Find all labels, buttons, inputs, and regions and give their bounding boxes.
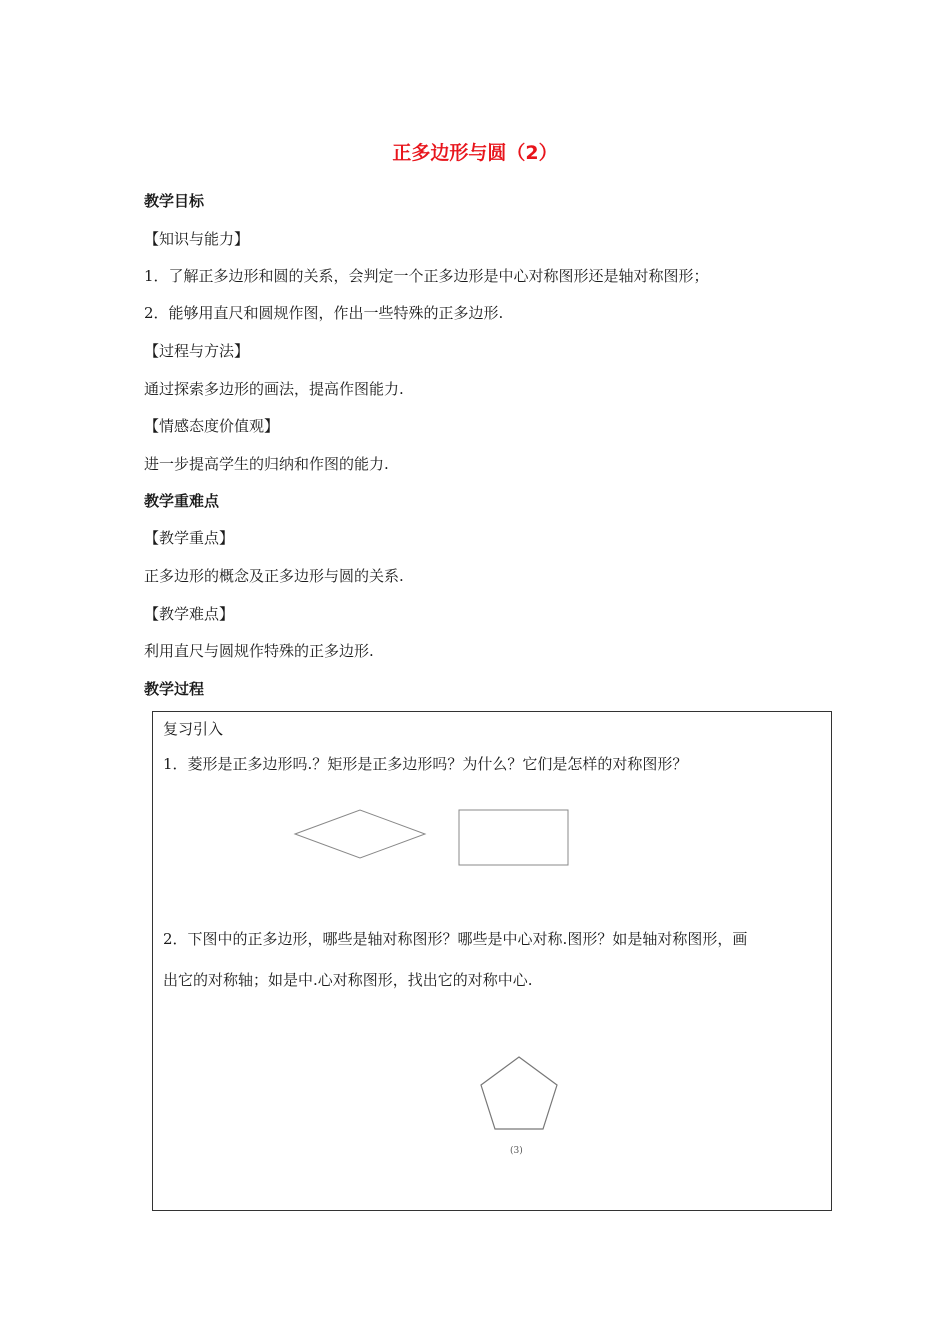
pentagon-figure — [477, 1055, 561, 1135]
rectangle-figure — [458, 809, 570, 867]
question-2-line-1: 2．下图中的正多边形，哪些是轴对称图形？哪些是中心对称.图形？如是轴对称图形，画 — [163, 930, 748, 948]
key-points-heading: 教学重难点 — [144, 492, 220, 510]
page-title: 正多边形与圆（2） — [392, 142, 558, 164]
figure-caption: (3) — [510, 1146, 523, 1156]
knowledge-item-2: 2．能够用直尺和圆规作图，作出一些特殊的正多边形. — [144, 304, 504, 322]
teaching-process-heading: 教学过程 — [144, 680, 205, 698]
question-2-line-2: 出它的对称轴；如是中.心对称图形，找出它的对称中心. — [163, 971, 533, 989]
knowledge-tag: 【知识与能力】 — [144, 230, 250, 248]
emotion-tag: 【情感态度价值观】 — [144, 417, 280, 435]
rhombus-figure — [293, 808, 428, 860]
process-tag: 【过程与方法】 — [144, 342, 250, 360]
difficulty-text: 利用直尺与圆规作特殊的正多边形. — [144, 642, 374, 660]
focus-text: 正多边形的概念及正多边形与圆的关系. — [144, 567, 404, 585]
process-text: 通过探索多边形的画法，提高作图能力. — [144, 380, 404, 398]
difficulty-tag: 【教学难点】 — [144, 605, 235, 623]
question-1: 1．菱形是正多边形吗.？矩形是正多边形吗？为什么？它们是怎样的对称图形？ — [163, 755, 688, 773]
teaching-process-box — [152, 711, 832, 1211]
goals-heading: 教学目标 — [144, 192, 205, 210]
review-label: 复习引入 — [163, 720, 224, 738]
focus-tag: 【教学重点】 — [144, 529, 235, 547]
emotion-text: 进一步提高学生的归纳和作图的能力. — [144, 455, 389, 473]
knowledge-item-1: 1．了解正多边形和圆的关系，会判定一个正多边形是中心对称图形还是轴对称图形； — [144, 267, 709, 285]
